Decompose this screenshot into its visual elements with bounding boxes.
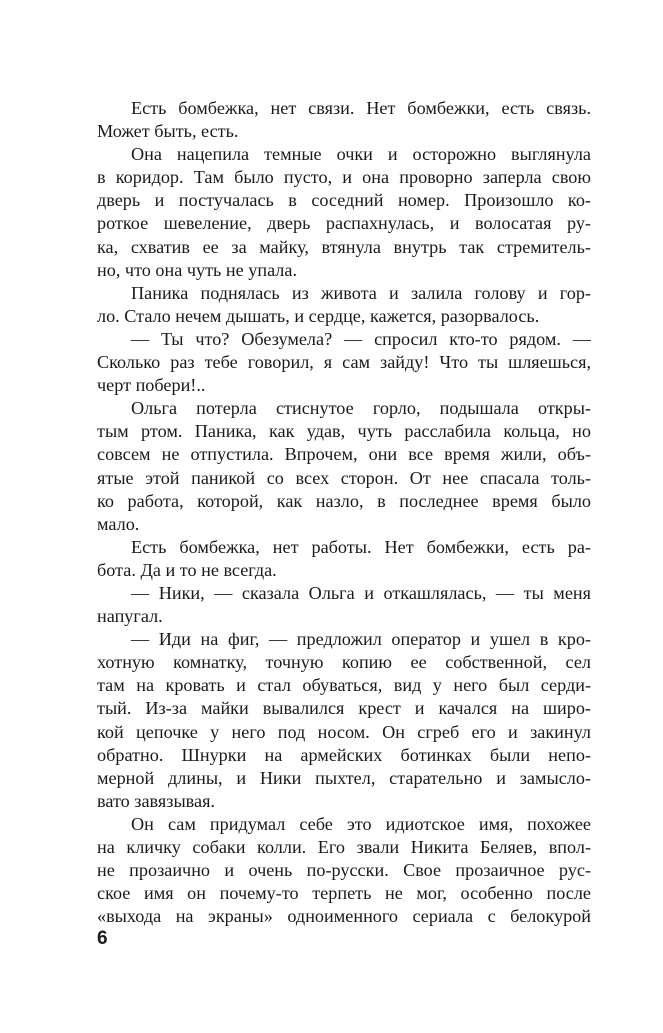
text-line: Есть бомбежка, нет работы. Нет бомбежки, есть ра- xyxy=(131,536,591,557)
paragraph xyxy=(97,813,591,928)
text-line: тый. Из-за майки вывалился крест и качался на широ- xyxy=(97,698,591,719)
text-line: Он сам придумал себе это идиотское имя, похожее xyxy=(131,813,591,834)
text-line: ло. Стало нечем дышать, и сердце, кажется, разорвалось. xyxy=(97,305,540,326)
page-number: 6 xyxy=(97,928,108,949)
text-line: но, что она чуть не упала. xyxy=(97,259,298,280)
text-line: тым ртом. Паника, как удав, чуть расслабила кольца, но xyxy=(97,421,591,442)
text-line: напугал. xyxy=(97,606,163,627)
body-text xyxy=(97,97,591,928)
text-line: — Ты что? Обезумела? — спросил кто-то рядом. — xyxy=(131,328,591,349)
text-line: Сколько раз тебе говорил, я сам зайду! Что ты шляешься, xyxy=(97,352,591,373)
paragraph xyxy=(97,536,591,582)
paragraph xyxy=(97,397,591,536)
text-line: совсем не отпустила. Впрочем, они все время жили, объ- xyxy=(97,444,591,465)
text-line: роткое шевеление, дверь распахнулась, и волосатая ру- xyxy=(97,213,591,234)
text-line: ка, схватив ее за майку, втянула внутрь так стремитель- xyxy=(97,236,591,257)
text-line: на кличку собаки колли. Его звали Никита Беляев, впол- xyxy=(97,837,591,857)
text-line: не прозаично и очень по-русски. Свое прозаичное рус- xyxy=(97,860,591,881)
text-line: дверь и постучалась в соседний номер. Произошло ко- xyxy=(97,190,591,211)
text-line: вато завязывая. xyxy=(97,790,216,811)
paragraph xyxy=(97,282,591,328)
text-line: мерной длины, и Ники пыхтел, старательно и замысло- xyxy=(97,767,591,788)
text-line: бота. Да и то не всегда. xyxy=(97,559,277,580)
text-line: там на кровать и стал обуваться, вид у него был серди- xyxy=(97,675,591,696)
text-line: Она нацепила темные очки и осторожно выглянула xyxy=(131,144,591,165)
paragraph xyxy=(97,582,591,628)
text-line: в коридор. Там было пусто, и она проворно заперла свою xyxy=(97,167,591,188)
paragraph xyxy=(97,328,591,397)
text-line: черт побери!.. xyxy=(97,375,206,396)
paragraph xyxy=(97,97,591,143)
text-line: хотную комнатку, точную копию ее собственной, сел xyxy=(97,652,591,673)
text-line: — Иди на фиг, — предложил оператор и ушел в кро- xyxy=(131,629,591,650)
text-line: «выхода на экраны» одноименного сериала с белокурой xyxy=(97,906,591,927)
paragraph xyxy=(97,143,591,282)
text-line: — Ники, — сказала Ольга и откашлялась, — ты меня xyxy=(131,582,591,603)
text-line: Может быть, есть. xyxy=(97,121,239,142)
text-line: Паника поднялась из живота и залила голову и гор- xyxy=(131,282,591,303)
text-line: Есть бомбежка, нет связи. Нет бомбежки, есть связь. xyxy=(131,98,591,118)
text-line: ко работа, которой, как назло, в последнее время было xyxy=(97,490,591,511)
paragraph xyxy=(97,628,591,813)
text-line: обратно. Шнурки на армейских ботинках были непо- xyxy=(97,744,591,765)
text-line: мало. xyxy=(97,513,140,534)
text-line: кой цепочке у него под носом. Он сгреб его и закинул xyxy=(97,721,591,742)
text-line: ское имя он почему-то терпеть не мог, особенно после xyxy=(97,883,591,904)
text-line: Ольга потерла стиснутое горло, подышала откры- xyxy=(131,398,591,419)
text-line: ятые этой паникой со всех сторон. От нее спасала толь- xyxy=(97,467,591,488)
